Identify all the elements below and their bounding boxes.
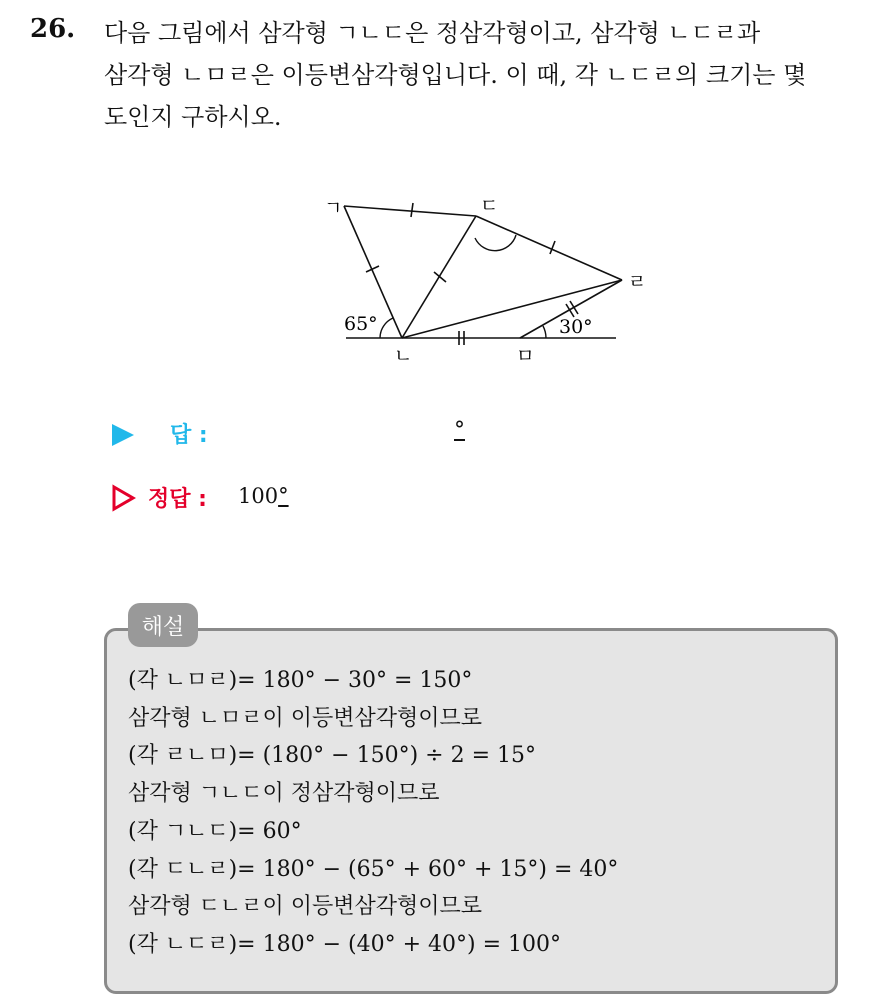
angle-arc-d (475, 235, 516, 251)
angle-label-n: 65° (344, 313, 378, 335)
correct-unit: ° (278, 484, 289, 508)
geometry-figure (324, 180, 660, 370)
correct-label: 정답 : (148, 487, 207, 512)
question-line: 삼각형 ㄴㅁㄹ은 이등변삼각형입니다. 이 때, 각 ㄴㄷㄹ의 크기는 몇 (104, 61, 807, 89)
segment-g-d (344, 206, 476, 216)
explanation-text (128, 662, 618, 964)
explanation-line: 삼각형 ㄴㅁㄹ이 이등변삼각형이므로 (128, 705, 483, 731)
segment-d-r (476, 216, 622, 280)
explanation-line: (각 ㄷㄴㄹ)= 180° − (65° + 60° + 15°) = 40° (128, 856, 619, 882)
explanation-line: 삼각형 ㄷㄴㄹ이 이등변삼각형이므로 (128, 894, 483, 920)
explanation-line: (각 ㄹㄴㅁ)= (180° − 150°) ÷ 2 = 15° (128, 743, 536, 769)
explanation-line: (각 ㄴㅁㄹ)= 180° − 30° = 150° (128, 668, 473, 693)
vertex-label-r: ㄹ (628, 271, 647, 293)
angle-arc-n (380, 318, 393, 338)
question-line: 다음 그림에서 삼각형 ㄱㄴㄷ은 정삼각형이고, 삼각형 ㄴㄷㄹ과 (104, 19, 761, 47)
question-line: 도인지 구하시오. (104, 103, 282, 131)
explanation-tab: 해설 (128, 603, 198, 647)
question-number: 26. (30, 14, 76, 44)
angle-arc-m (543, 326, 546, 338)
tick-mark (550, 241, 555, 254)
answer-unit: ° (454, 418, 465, 443)
correct-answer (238, 484, 289, 508)
explanation-line: (각 ㄱㄴㄷ)= 60° (128, 818, 302, 844)
explanation-line: (각 ㄴㄷㄹ)= 180° − (40° + 40°) = 100° (128, 931, 561, 957)
vertex-label-m: ㅁ (516, 345, 535, 367)
vertex-label-n: ㄴ (394, 345, 413, 367)
vertex-label-g: ㄱ (324, 197, 343, 219)
tick-mark (434, 272, 446, 282)
correct-value: 100 (238, 484, 279, 508)
correct-row (112, 482, 612, 516)
vertex-label-d: ㄷ (480, 195, 499, 217)
explanation-line: 삼각형 ㄱㄴㄷ이 정삼각형이므로 (128, 781, 440, 807)
answer-label: 답 : (170, 423, 208, 448)
answer-row (112, 418, 612, 452)
play-triangle-icon (112, 424, 134, 446)
outline-triangle-icon (112, 485, 136, 511)
angle-label-m: 30° (559, 316, 593, 338)
question-text (104, 12, 874, 138)
tick-mark (411, 203, 413, 217)
